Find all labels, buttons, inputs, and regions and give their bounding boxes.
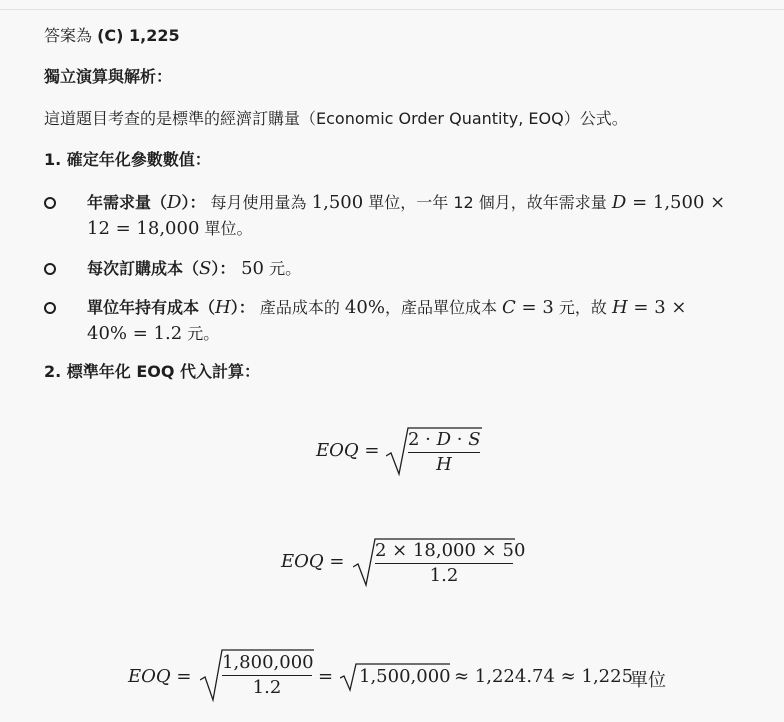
bullet-circle-icon [44, 302, 56, 314]
step2-heading: 2. 標準年化 EOQ 代入計算： [44, 362, 261, 381]
bullet-text: 單位年持有成本（H）： 產品成本的 40%，產品單位成本 C = 3 元，故 H = 3 × 40% = 1.2 元。 [87, 297, 687, 344]
formula-fraction [375, 540, 526, 587]
bullet-circle-icon [44, 263, 56, 275]
fraction-denominator: 1.2 [252, 677, 282, 698]
fraction-numerator: 1,800,000 [222, 652, 314, 673]
fraction-numerator: 2 × 18,000 × 50 [375, 540, 526, 561]
answer-value: (C) 1,225 [97, 26, 180, 45]
fraction-numerator: 2 · D · S [408, 429, 481, 450]
unit-label: 單位 [630, 670, 666, 691]
bullet-label: 每次訂購成本（S）： [87, 258, 236, 279]
bullet-label: 年需求量（D）： [87, 192, 206, 213]
math-expression: D = 1,500 × [611, 192, 726, 213]
formula-lhs: EOQ = [316, 440, 380, 461]
bullet-text: 年需求量（D）： 每月使用量為 1,500 單位，一年 12 個月，故年需求量 D = 1,500 × 12 = 18,000 單位。 [87, 192, 726, 239]
solution-heading: 獨立演算與解析： [44, 67, 173, 86]
formula-fraction [408, 429, 480, 476]
top-divider [0, 0, 784, 10]
math-expression: H = 3 × [611, 297, 687, 318]
step1-heading: 1. 確定年化參數數值： [44, 150, 211, 169]
root-value: 1,500,000 [359, 666, 451, 687]
math-expression: C = 3 [502, 297, 554, 318]
bullet-text: 每次訂購成本（S）： 50 元。 [87, 258, 302, 279]
answer-prefix: 答案為 [44, 26, 93, 45]
formula-fraction [222, 652, 312, 699]
intro-text: 這道題目考查的是標準的經濟訂購量（Economic Order Quantity, EOQ）公式。 [44, 109, 628, 128]
equals-sign: = [318, 666, 334, 687]
approx-result: ≈ 1,224.74 ≈ 1,225 [454, 666, 634, 687]
bullet-label: 單位年持有成本（H）： [87, 297, 255, 318]
fraction-denominator: 1.2 [429, 565, 459, 586]
formula-lhs: EOQ = [281, 551, 345, 572]
formula-lhs: EOQ = [128, 666, 192, 687]
bullet-circle-icon [44, 197, 56, 209]
answer-line [44, 23, 180, 49]
fraction-denominator: H [436, 454, 452, 475]
